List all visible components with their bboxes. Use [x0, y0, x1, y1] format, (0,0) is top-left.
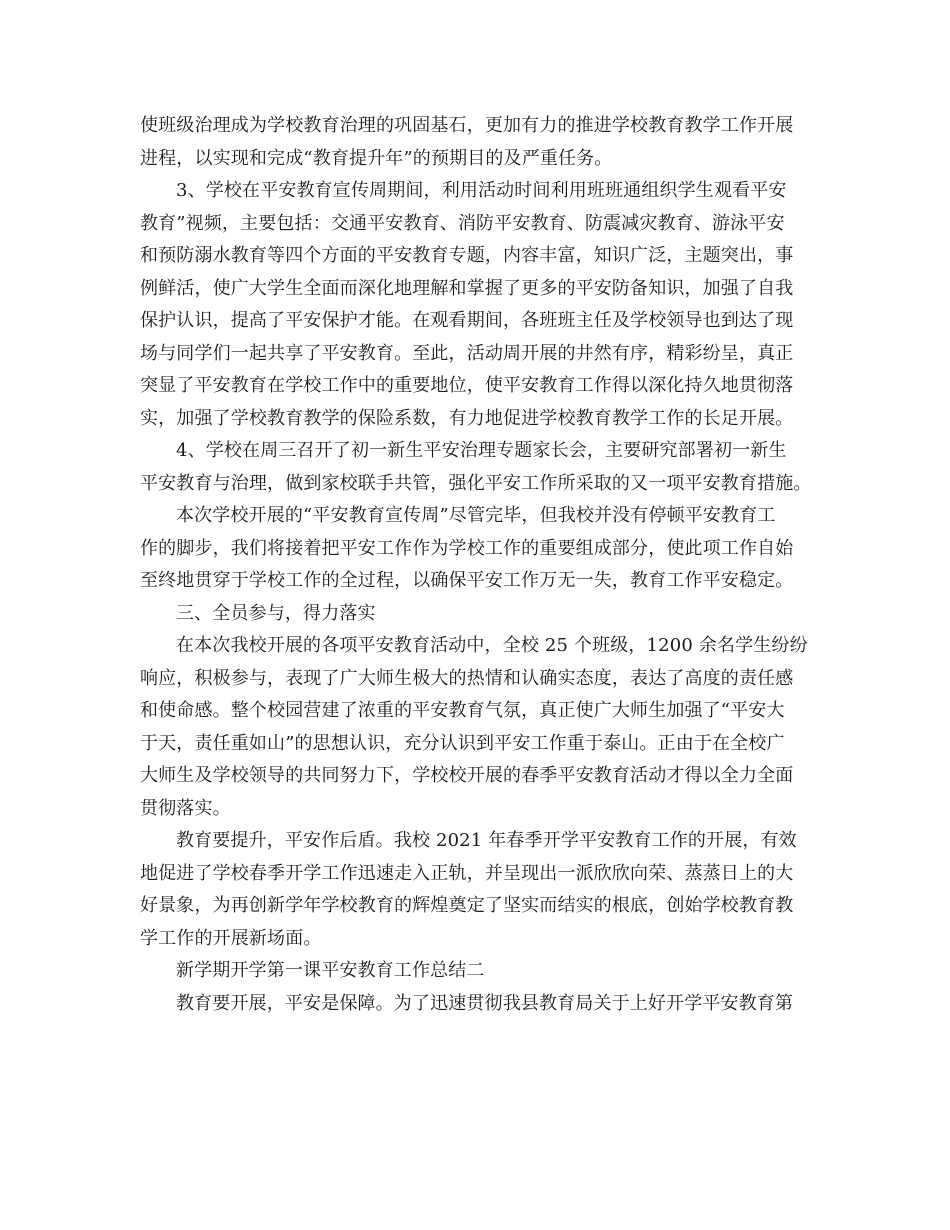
text-line: 三、全员参与，得力落实: [176, 602, 376, 624]
text-line: 保护认识，提高了平安保护才能。在观看期间，各班班主任及学校领导也到达了现: [140, 310, 794, 331]
text-line: 和预防溺水教育等四个方面的平安教育专题，内容丰富，知识广泛，主题突出，事: [140, 245, 794, 266]
text-line: 平安教育与治理，做到家校联手共管，强化平安工作所采取的又一项平安教育措施。: [140, 472, 812, 494]
text-line: 教育”视频，主要包括：交通平安教育、消防平安教育、防震减灾教育、游泳平安: [140, 212, 785, 234]
text-line: 地促进了学校春季开学工作迅速走入正轨，并呈现出一派欣欣向荣、蒸蒸日上的大: [140, 862, 794, 884]
text-line: 和使命感。整个校园营建了浓重的平安教育气氛，真正使广大师生加强了“平安大: [140, 700, 785, 721]
text-line: 例鲜活，使广大学生全面而深化地理解和掌握了更多的平安防备知识，加强了自我: [140, 277, 794, 299]
text-line: 进程，以实现和完成“教育提升年”的预期目的及严重任务。: [140, 147, 613, 169]
text-line: 贯彻落实。: [140, 797, 231, 819]
text-line: 使班级治理成为学校教育治理的巩固基石，更加有力的推进学校教育教学工作开展: [140, 115, 794, 136]
document-body: [140, 110, 820, 1020]
text-line: 至终地贯穿于学校工作的全过程，以确保平安工作万无一失，教育工作平安稳定。: [140, 570, 794, 591]
text-line: 于天，责任重如山”的思想认识，充分认识到平安工作重于泰山。正由于在全校广: [140, 732, 785, 754]
text-line: 好景象，为再创新学年学校教育的辉煌奠定了坚实而结实的根底，创始学校教育教: [140, 895, 794, 916]
text-line: 实，加强了学校教育教学的保险系数，有力地促进学校教育教学工作的长足开展。: [140, 407, 794, 429]
text-line: 在本次我校开展的各项平安教育活动中，全校 25 个班级，1200 余名学生纷纷: [176, 635, 808, 656]
text-line: 教育要提升，平安作后盾。我校 2021 年春季开学平安教育工作的开展，有效: [176, 830, 797, 851]
text-line: 场与同学们一起共享了平安教育。至此，活动周开展的井然有序，精彩纷呈，真正: [140, 342, 794, 364]
text-line: 4、学校在周三召开了初一新生平安治理专题家长会，主要研究部署初一新生: [176, 440, 787, 461]
text-line: 新学期开学第一课平安教育工作总结二: [176, 960, 485, 981]
text-line: 学工作的开展新场面。: [140, 927, 322, 949]
text-line: 响应，积极参与，表现了广大师生极大的热情和认确实态度，表达了高度的责任感: [140, 667, 794, 689]
text-line: 作的脚步，我们将接着把平安工作作为学校工作的重要组成部分，使此项工作自始: [140, 537, 794, 559]
text-line: 教育要开展，平安是保障。为了迅速贯彻我县教育局关于上好开学平安教育第: [176, 992, 794, 1014]
text-line: 突显了平安教育在学校工作中的重要地位，使平安教育工作得以深化持久地贯彻落: [140, 375, 794, 396]
text-line: 大师生及学校领导的共同努力下，学校校开展的春季平安教育活动才得以全力全面: [140, 765, 794, 786]
text-line: 3、学校在平安教育宣传周期间，利用活动时间利用班班通组织学生观看平安: [176, 180, 787, 201]
text-line: 本次学校开展的“平安教育宣传周”尽管完毕，但我校并没有停顿平安教育工: [176, 505, 776, 526]
